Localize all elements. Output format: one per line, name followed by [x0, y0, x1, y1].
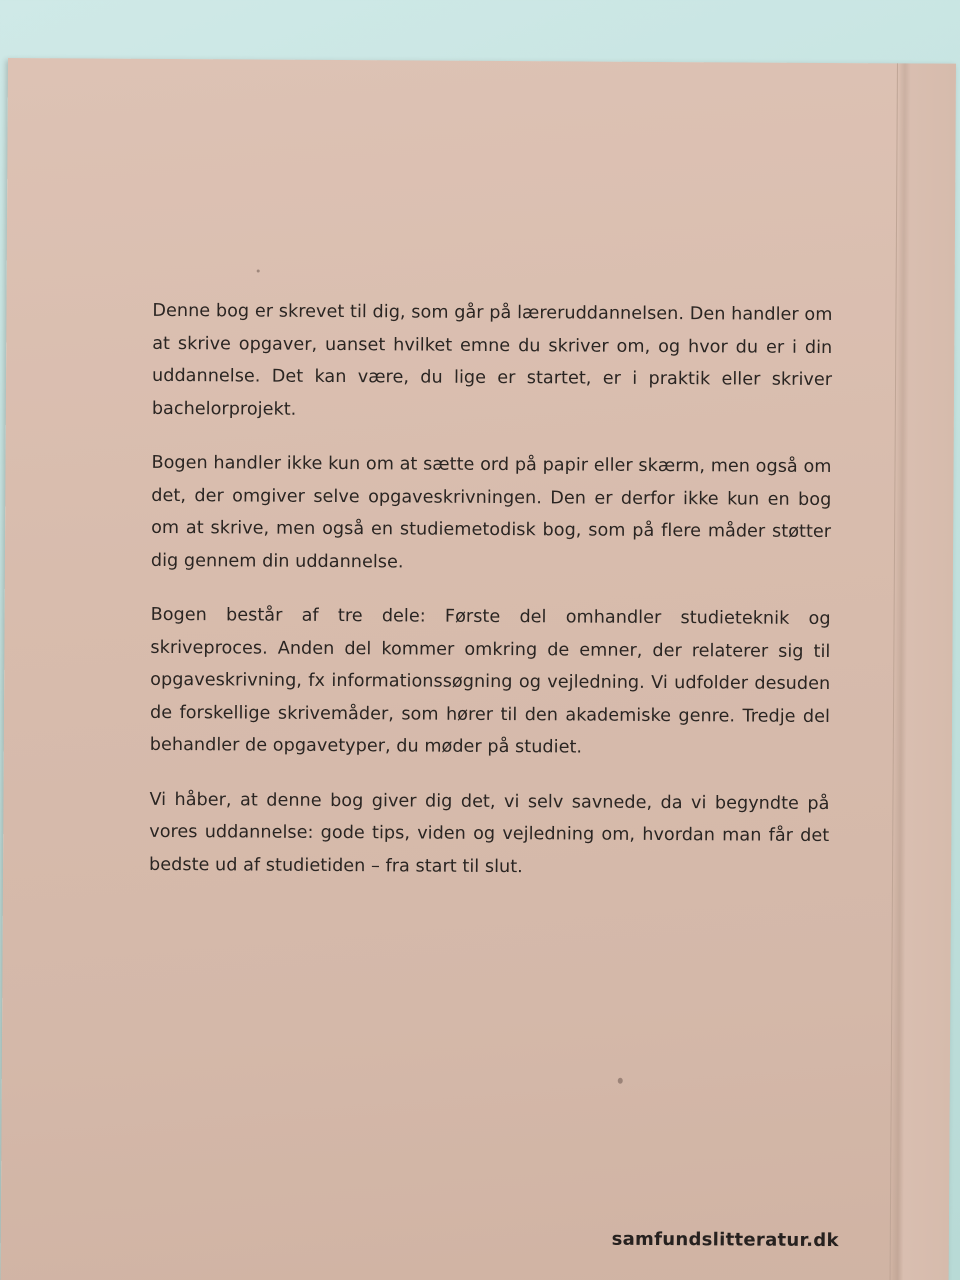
blurb-paragraph-4: Vi håber, at denne bog giver dig det, vi selv savnede, da vi begyndte på vores uddannelse: gode tips, viden og vejledning om, hvordan man får det bedste ud af studietiden – fra start til slut. — [149, 789, 830, 877]
book-back-cover — [0, 58, 956, 1280]
blurb-paragraph-2: Bogen handler ikke kun om at sætte ord på papir eller skærm, men også om det, der omgiver selve opgaveskrivningen. Den er derfor ikke kun en bog om at skrive, men også en studiemetodisk bog, som på flere måder støtter dig gennem din uddannelse. — [150, 452, 832, 572]
blurb-paragraph-1: Denne bog er skrevet til dig, som går på læreruddannelsen. Den handler om at skrive opgaver, uanset hvilket emne du skriver om, og hvor du er i din uddannelse. Det kan være, du lige er startet, er i praktik eller skriver bachelorprojekt. — [151, 300, 833, 420]
cover-speck — [257, 270, 260, 273]
publisher-url: samfundslitteratur.dk — [611, 1228, 839, 1252]
back-cover-blurb — [149, 295, 833, 907]
blurb-paragraph-3: Bogen består af tre dele: Første del omhandler studieteknik og skriveproces. Anden del kommer omkring de emner, der relaterer sig til opgaveskrivning, fx informationssøgning og vejledning. Vi udfolder desuden de forskellige skrivemåder, som hører til den akademiske genre. Tredje del behandler de opgavetyper, du møder på studiet. — [149, 604, 831, 758]
book-page-edge — [889, 63, 956, 1280]
cover-speck — [618, 1078, 623, 1084]
